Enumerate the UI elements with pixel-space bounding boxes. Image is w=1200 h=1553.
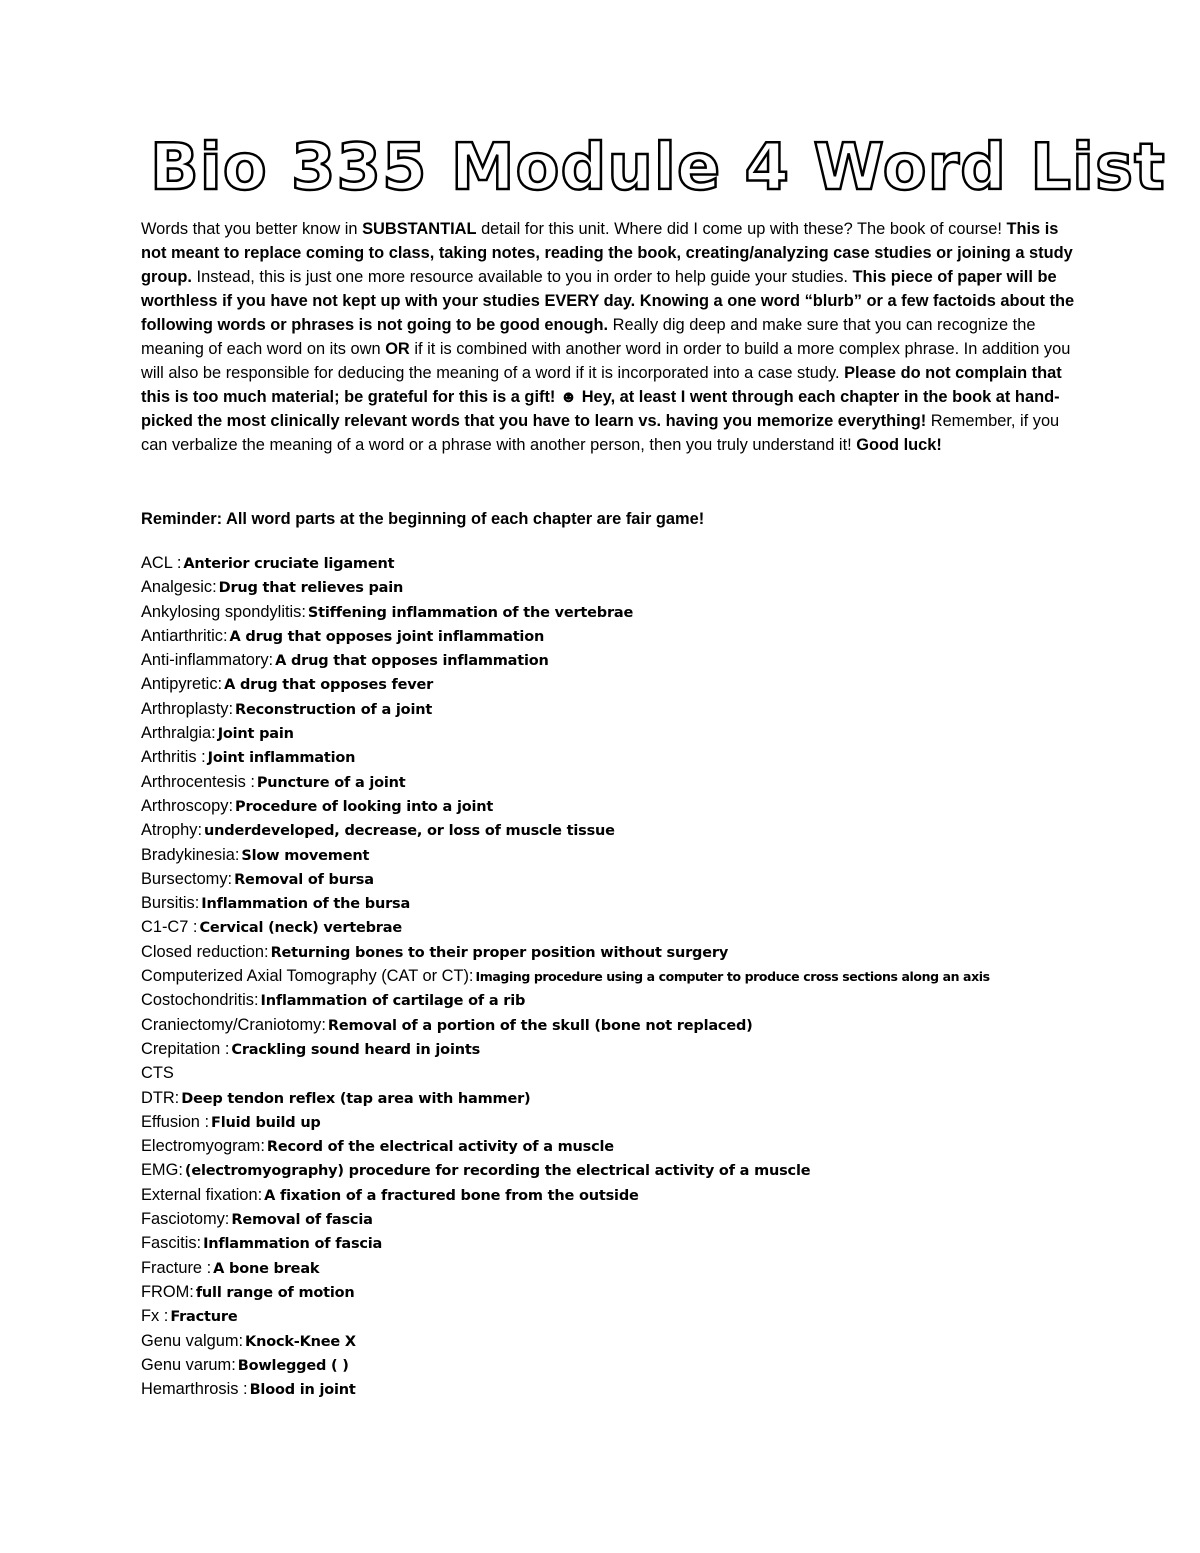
handwritten-definition: underdeveloped, decrease, or loss of muscle tissue	[204, 823, 615, 840]
handwritten-definition: Returning bones to their proper position without surgery	[270, 944, 729, 961]
handwritten-definition: Crackling sound heard in joints	[231, 1041, 480, 1058]
word-term: Analgesic:	[141, 578, 217, 597]
handwritten-definition: Inflammation of cartilage of a rib	[260, 993, 526, 1010]
word-term: ACL :	[141, 554, 182, 572]
list-item	[141, 1304, 1141, 1328]
list-item	[141, 1280, 1141, 1304]
page-title: Bio 335 Module 4 Word List	[150, 131, 1166, 205]
list-item	[141, 1061, 1141, 1085]
word-term: Fx :	[141, 1307, 169, 1326]
word-term: Craniectomy/Craniotomy:	[141, 1015, 326, 1034]
list-item	[141, 1134, 1141, 1158]
word-term: Atrophy:	[141, 821, 203, 840]
word-list	[141, 551, 1141, 1401]
word-term: Arthritis :	[141, 748, 206, 767]
handwritten-definition: A drug that opposes joint inflammation	[229, 628, 545, 645]
list-item	[141, 721, 1141, 745]
list-item	[141, 867, 1141, 891]
handwritten-definition: Record of the electrical activity of a muscle	[266, 1139, 614, 1156]
intro-bold-text: SUBSTANTIAL	[362, 220, 477, 238]
list-item	[141, 1183, 1141, 1207]
list-item	[141, 600, 1141, 624]
word-term: Arthralgia:	[141, 724, 216, 743]
list-item	[141, 1207, 1141, 1231]
list-item	[141, 551, 1141, 575]
list-item	[141, 818, 1141, 842]
intro-bold-text: Please do not complain that this is too much material; be grateful for this is a gift! ☻ Hey, at least I went through each chapter in the book at hand-picked the most clinically relevant words that you have to learn vs. having you memorize everything!	[141, 364, 1062, 430]
word-term: Computerized Axial Tomography (CAT or CT):	[141, 967, 474, 986]
handwritten-definition: A fixation of a fractured bone from the outside	[264, 1187, 639, 1204]
list-item	[141, 1158, 1141, 1182]
handwritten-definition: Inflammation of the bursa	[201, 896, 411, 913]
intro-bold-text: This piece of paper will be worthless if you have not kept up with your studies EVERY day. Knowing a one word “blurb” or a few factoids about the following words or phrases is not going to be good enough.	[141, 268, 1075, 334]
handwritten-definition: Imaging procedure using a computer to produce cross sections along an axis	[475, 969, 990, 985]
word-term: External fixation:	[141, 1185, 263, 1204]
handwritten-definition: Reconstruction of a joint	[235, 701, 433, 718]
handwritten-definition: Removal of a portion of the skull (bone not replaced)	[327, 1017, 753, 1034]
handwritten-definition: A drug that opposes fever	[224, 677, 434, 694]
word-term: Genu valgum:	[141, 1331, 244, 1350]
word-term: Bradykinesia:	[141, 845, 240, 864]
word-term: Electromyogram:	[141, 1137, 265, 1156]
handwritten-definition: Bowlegged ( )	[237, 1357, 349, 1374]
list-item	[141, 575, 1141, 599]
word-term: Costochondritis:	[141, 991, 259, 1010]
handwritten-definition: Fluid build up	[211, 1114, 321, 1131]
intro-text: Instead, this is just one more resource available to you in order to help guide your studies.	[191, 268, 853, 286]
handwritten-definition: Fracture	[170, 1309, 238, 1326]
handwritten-definition: Stiffening inflammation of the vertebrae	[307, 604, 634, 621]
handwritten-definition: full range of motion	[195, 1284, 355, 1301]
list-item	[141, 1329, 1141, 1353]
list-item	[141, 770, 1141, 794]
list-item	[141, 940, 1141, 964]
word-term: Antiarthritic:	[141, 626, 228, 645]
intro-bold-text: This is not meant to replace coming to class, taking notes, reading the book, creating/analyzing case studies or joining a study group.	[141, 220, 1073, 286]
handwritten-definition: Removal of bursa	[234, 871, 374, 888]
handwritten-definition: Inflammation of fascia	[203, 1236, 383, 1253]
list-item	[141, 915, 1141, 939]
word-term: Arthroplasty:	[141, 699, 234, 718]
intro-bold-text: OR	[385, 340, 410, 358]
list-item	[141, 672, 1141, 696]
word-term: EMG:	[141, 1161, 183, 1180]
handwritten-definition: Puncture of a joint	[256, 774, 406, 791]
list-item	[141, 648, 1141, 672]
list-item	[141, 1013, 1141, 1037]
handwritten-definition: Knock-Knee X	[245, 1333, 356, 1350]
list-item	[141, 1353, 1141, 1377]
handwritten-definition: Cervical (neck) vertebrae	[199, 920, 402, 937]
reminder-note: Reminder: All word parts at the beginning of each chapter are fair game!	[141, 510, 705, 528]
word-term: Arthroscopy:	[141, 796, 234, 815]
word-term: Fasciotomy:	[141, 1210, 230, 1229]
list-item	[141, 988, 1141, 1012]
word-term: FROM:	[141, 1282, 194, 1301]
intro-paragraph	[141, 217, 1081, 457]
list-item	[141, 843, 1141, 867]
list-item	[141, 1377, 1141, 1401]
handwritten-definition: Deep tendon reflex (tap area with hammer)	[181, 1090, 531, 1107]
handwritten-definition: Joint pain	[217, 726, 294, 743]
handwritten-definition: Procedure of looking into a joint	[235, 798, 494, 815]
word-term: C1-C7 :	[141, 918, 198, 937]
word-term: Bursitis:	[141, 894, 200, 913]
intro-text: Remember, if you can verbalize the meaning of a word or a phrase with another person, then you truly understand it!	[141, 412, 1060, 454]
handwritten-definition: Drug that relieves pain	[218, 580, 404, 597]
list-item	[141, 964, 1141, 988]
word-term: Fracture :	[141, 1258, 212, 1277]
handwritten-definition: A bone break	[213, 1260, 320, 1277]
handwritten-definition: Blood in joint	[249, 1382, 356, 1399]
list-item	[141, 1110, 1141, 1134]
word-term: Effusion :	[141, 1112, 210, 1131]
word-term: Fascitis:	[141, 1234, 202, 1253]
handwritten-definition: Slow movement	[241, 847, 370, 864]
handwritten-definition: (electromyography) procedure for recording the electrical activity of a muscle	[184, 1163, 811, 1180]
list-item	[141, 1086, 1141, 1110]
word-term: CTS	[141, 1064, 174, 1083]
intro-text: Words that you better know in	[141, 220, 363, 238]
intro-bold-text: Good luck!	[856, 436, 942, 454]
list-item	[141, 745, 1141, 769]
list-item	[141, 1256, 1141, 1280]
list-item	[141, 697, 1141, 721]
intro-text: detail for this unit. Where did I come up with these? The book of course!	[476, 220, 1007, 238]
list-item	[141, 624, 1141, 648]
list-item	[141, 1231, 1141, 1255]
word-term: Bursectomy:	[141, 869, 233, 888]
handwritten-definition: Joint inflammation	[207, 750, 356, 767]
intro-text: if it is combined with another word in order to build a more complex phrase. In addition you will also be responsible for deducing the meaning of a word if it is incorporated into a case study.	[141, 340, 1071, 382]
word-term: Genu varum:	[141, 1355, 236, 1374]
word-term: Anti-inflammatory:	[141, 651, 274, 670]
word-term: Ankylosing spondylitis:	[141, 602, 306, 621]
word-term: Antipyretic:	[141, 675, 223, 694]
word-term: Closed reduction:	[141, 942, 269, 961]
list-item	[141, 891, 1141, 915]
list-item	[141, 794, 1141, 818]
list-item	[141, 1037, 1141, 1061]
word-term: Crepitation :	[141, 1039, 230, 1058]
word-term: Hemarthrosis :	[141, 1380, 248, 1399]
handwritten-definition: Anterior cruciate ligament	[183, 556, 395, 572]
handwritten-definition: A drug that opposes inflammation	[275, 653, 549, 670]
word-term: Arthrocentesis :	[141, 772, 255, 791]
intro-text: Really dig deep and make sure that you can recognize the meaning of each word on its own	[141, 316, 1036, 358]
handwritten-definition: Removal of fascia	[231, 1212, 373, 1229]
word-term: DTR:	[141, 1088, 180, 1107]
